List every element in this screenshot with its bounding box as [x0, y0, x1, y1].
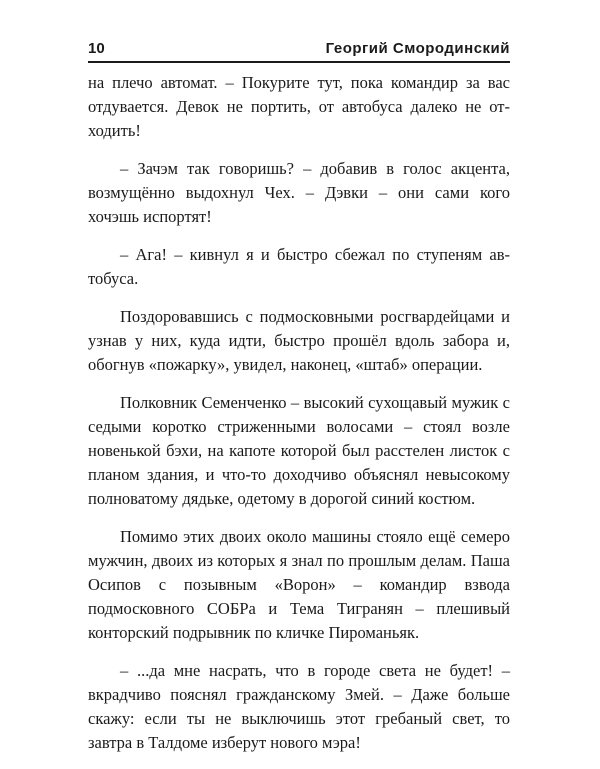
book-page [88, 40, 510, 769]
running-header [88, 40, 510, 63]
paragraph: Полковник Семенченко – высокий сухощавый мужик с седыми коротко стриженными волосами – стоял возле новенькой бэхи, на капоте которой был расстелен листок с планом здания, и что-то доходчиво объяснял невысокому полноватому дядьке, одетому в дорогой синий костюм. [88, 393, 510, 508]
running-header-author: Георгий Смородинский [325, 40, 510, 57]
paragraph: Помимо этих двоих около машины стояло ещё семеро мужчин, двоих из которых я знал по прошлым делам. Паша Осипов с позывным «Ворон» – командир взвода подмосковного СОБРа и Тема Тигранян – плешивый конторский подрывник по кличке Пироманьяк. [88, 527, 510, 642]
page-number: 10 [88, 40, 105, 57]
paragraph: на плечо автомат. – Покурите тут, пока командир за вас отдувается. Девок не портить, от автобуса далеко не отходить! [88, 73, 510, 140]
paragraph: Поздоровавшись с подмосковными росгвардейцами и узнав у них, куда идти, быстро прошёл вдоль забора и, обогнув «пожарку», увидел, наконец, «штаб» операции. [88, 307, 510, 374]
paragraph: – Зачэм так говоришь? – добавив в голос акцента, возмущённо выдохнул Чех. – Дэвки – они сами кого хочэшь испортят! [88, 159, 510, 226]
paragraph: – ...да мне насрать, что в городе света не будет! – вкрадчиво пояснял гражданскому Змей. – Даже больше скажу: если ты не выключишь этот гребаный свет, то завтра в Талдоме изберут нового мэра! [88, 661, 510, 752]
body-text [88, 71, 510, 755]
paragraph: – Ага! – кивнул я и быстро сбежал по ступеням автобуса. [88, 245, 510, 288]
